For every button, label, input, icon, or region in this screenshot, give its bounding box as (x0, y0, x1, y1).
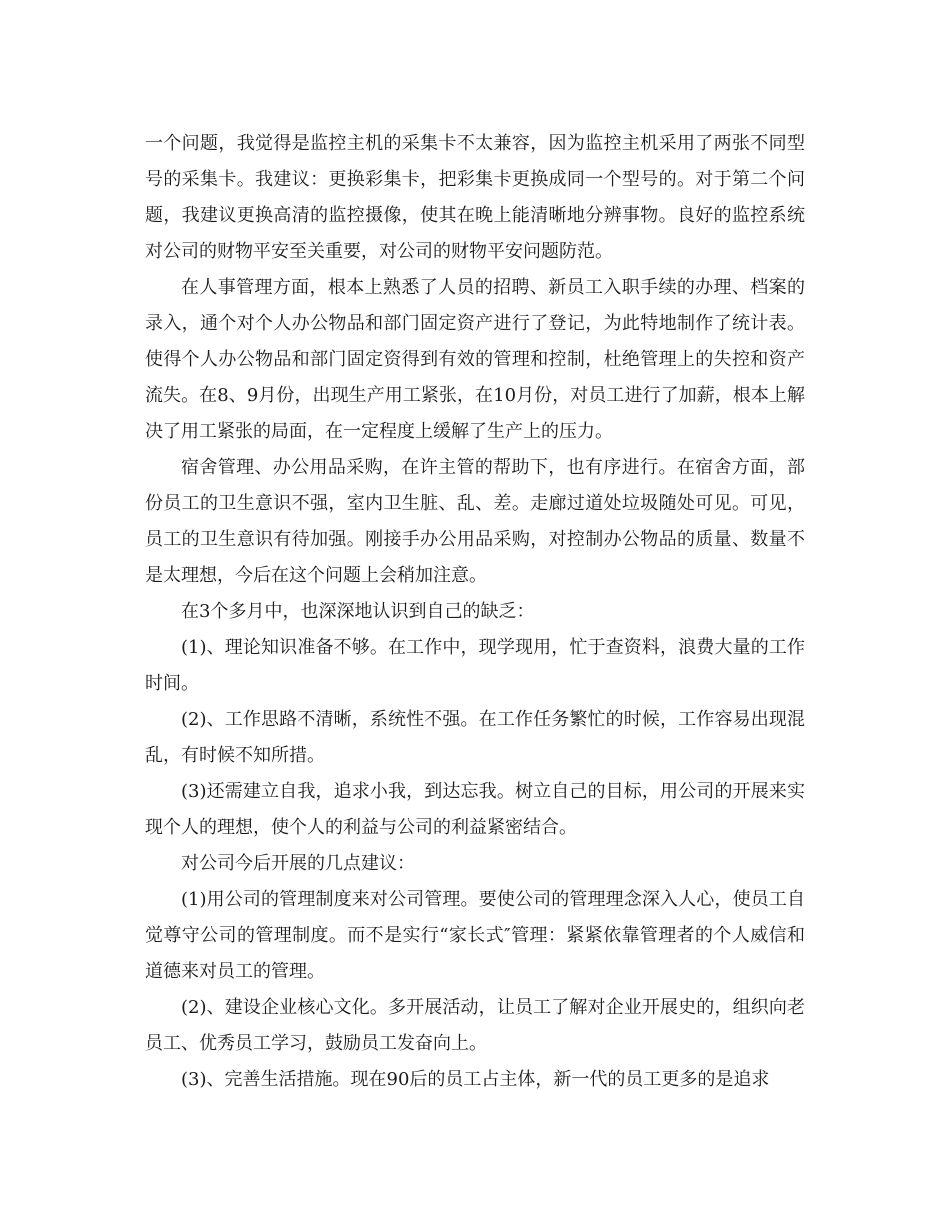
paragraph-10: (2)、建设企业核心文化。多开展活动，让员工了解对企业开展史的，组织向老员工、优秀员工学习，鼓励员工发奋向上。 (145, 997, 805, 1054)
paragraph-5: (1)、理论知识准备不够。在工作中，现学现用，忙于查资料，浪费大量的工作时间。 (145, 637, 805, 694)
paragraph-4: 在3个多月中，也深深地认识到自己的缺乏： (181, 601, 535, 622)
paragraph-1: 一个问题，我觉得是监控主机的采集卡不太兼容，因为监控主机采用了两张不同型号的采集卡。我建议：更换彩集卡，把彩集卡更换成同一个型号的。对于第二个问题，我建议更换高清的监控摄像，使其在晚上能清晰地分辨事物。良好的监控系统对公司的财物平安至关重要，对公司的财物平安问题防范。 (145, 133, 805, 262)
paragraph-2: 在人事管理方面，根本上熟悉了人员的招聘、新员工入职手续的办理、档案的录入，通个对个人办公物品和部门固定资产进行了登记，为此特地制作了统计表。使得个人办公物品和部门固定资得到有效的管理和控制，杜绝管理上的失控和资产流失。在8、9月份，出现生产用工紧张，在10月份，对员工进行了加薪，根本上解决了用工紧张的局面，在一定程度上缓解了生产上的压力。 (145, 277, 805, 442)
paragraph-7: (3)还需建立自我，追求小我，到达忘我。树立自己的目标，用公司的开展来实现个人的理想，使个人的利益与公司的利益紧密结合。 (145, 781, 805, 838)
paragraph-3: 宿舍管理、办公用品采购，在许主管的帮助下，也有序进行。在宿舍方面，部份员工的卫生意识不强，室内卫生脏、乱、差。走廊过道处垃圾随处可见。可见，员工的卫生意识有待加强。刚接手办公用品采购，对控制办公物品的质量、数量不是太理想，今后在这个问题上会稍加注意。 (145, 457, 805, 586)
paragraph-6: (2)、工作思路不清晰，系统性不强。在工作任务繁忙的时候，工作容易出现混乱，有时候不知所措。 (145, 709, 805, 766)
document-body (145, 126, 805, 1098)
paragraph-8: 对公司今后开展的几点建议： (181, 853, 415, 874)
paragraph-11: (3)、完善生活措施。现在90后的员工占主体，新一代的员工更多的是追求 (181, 1069, 770, 1090)
paragraph-9: (1)用公司的管理制度来对公司管理。要使公司的管理理念深入人心，使员工自觉尊守公司的管理制度。而不是实行“家长式″管理：紧紧依靠管理者的个人威信和道德来对员工的管理。 (145, 889, 805, 982)
